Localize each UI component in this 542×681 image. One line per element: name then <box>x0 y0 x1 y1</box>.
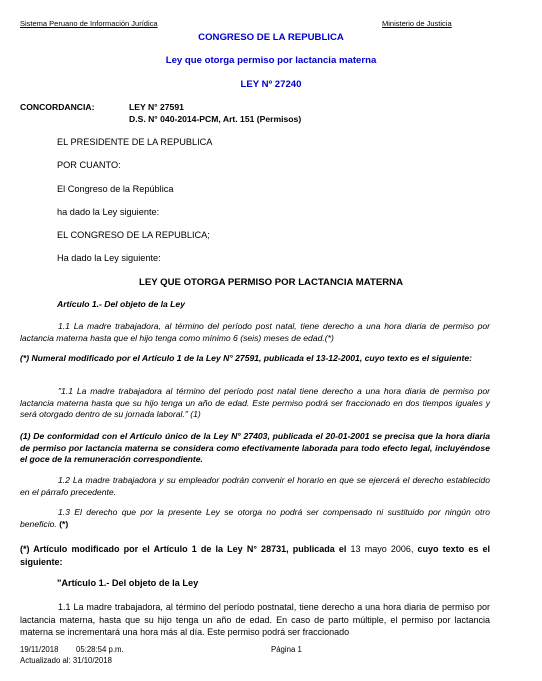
preamble-president: EL PRESIDENTE DE LA REPUBLICA <box>57 137 213 147</box>
paragraph-1-1: 1.1 La madre trabajadora, al término del período post natal, tiene derecho a una hora diaria de permiso por lactancia materna hasta que el hijo tenga como mínimo 6 (seis) meses de edad.(*) <box>20 321 490 343</box>
concordancia-line1: LEY N° 27591 <box>129 102 184 112</box>
footer-updated: Actualizado al: 31/10/2018 <box>20 656 112 665</box>
modification-note-2: (1) De conformidad con el Artículo único de la Ley N° 27403, publicada el 20-01-2001 se precisa que la hora diaria de permiso por lactancia materna se considera como efectivamente laborada para todo efecto legal, incluyéndose el goce de la remuneración correspondiente. <box>20 431 490 464</box>
paragraph-1-2: 1.2 La madre trabajadora y su empleador podrán convenir el horario en que se ejercerá el derecho establecido en el párrafo precedente. <box>20 475 490 497</box>
modification-note-3 <box>20 543 490 568</box>
preamble-ha-dado: ha dado la Ley siguiente: <box>57 207 160 217</box>
main-title: LEY QUE OTORGA PERMISO POR LACTANCIA MATERNA <box>138 277 403 288</box>
quoted-article-1-heading: "Artículo 1.- Del objeto de la Ley <box>57 578 199 588</box>
congress-heading: CONGRESO DE LA REPUBLICA <box>198 32 344 43</box>
note-3-part-a: (*) Artículo modificado por el Artículo 1 de la Ley N° 28731, publicada el <box>20 544 347 554</box>
note-3-date: 13 mayo 2006, <box>346 544 418 554</box>
paragraph-final-1-1: 1.1 La madre trabajadora, al término del período postnatal, tiene derecho a una hora diaria de permiso por lactancia materna, hasta que su hijo tenga un año de edad. En caso de parto múltiple, el permiso por lactancia materna se incrementará una hora más al día. Este permiso podrá ser fraccionado <box>20 602 490 637</box>
paragraph-1-3-text: 1.3 El derecho que por la presente Ley se otorga no podrá ser compensado ni sustituido por ningún otro beneficio. <box>20 507 490 529</box>
article-1-heading: Artículo 1.- Del objeto de la Ley <box>57 299 185 309</box>
header-source: Sistema Peruano de Información Jurídica <box>20 19 158 28</box>
law-number: LEY Nº 27240 <box>240 79 302 90</box>
preamble-congreso: El Congreso de la República <box>57 184 174 194</box>
concordancia-line2: D.S. N° 040-2014-PCM, Art. 151 (Permisos) <box>129 114 302 124</box>
footer-page: Página 1 <box>271 645 302 654</box>
preamble-ha-dado-2: Ha dado la Ley siguiente: <box>57 253 161 263</box>
quoted-paragraph-1-1: "1.1 La madre trabajadora al término del período post natal tiene derecho a una hora diaria de permiso por lactancia materna hasta que su hijo tenga un año de edad. Este permiso podrá ser fraccionado en dos tiempos iguales y será otorgado dentro de su jornada laboral." (1) <box>20 386 490 419</box>
note-3-part-c: cuyo texto es el siguiente: <box>20 544 490 567</box>
footer-date: 19/11/2018 <box>20 645 59 654</box>
preamble-congreso-caps: EL CONGRESO DE LA REPUBLICA; <box>57 230 210 240</box>
preamble-por-cuanto: POR CUANTO: <box>57 160 121 170</box>
paragraph-1-3-mark: (*) <box>59 518 69 529</box>
paragraph-1-3 <box>20 507 490 530</box>
modification-note-1: (*) Numeral modificado por el Artículo 1 de la Ley N° 27591, publicada el 13-12-2001, cuyo texto es el siguiente: <box>20 353 473 363</box>
law-title: Ley que otorga permiso por lactancia materna <box>165 55 377 66</box>
footer-time: 05:28:54 p.m. <box>76 645 124 654</box>
header-ministry: Ministerio de Justicia <box>382 19 452 28</box>
concordancia-label: CONCORDANCIA: <box>20 102 95 112</box>
